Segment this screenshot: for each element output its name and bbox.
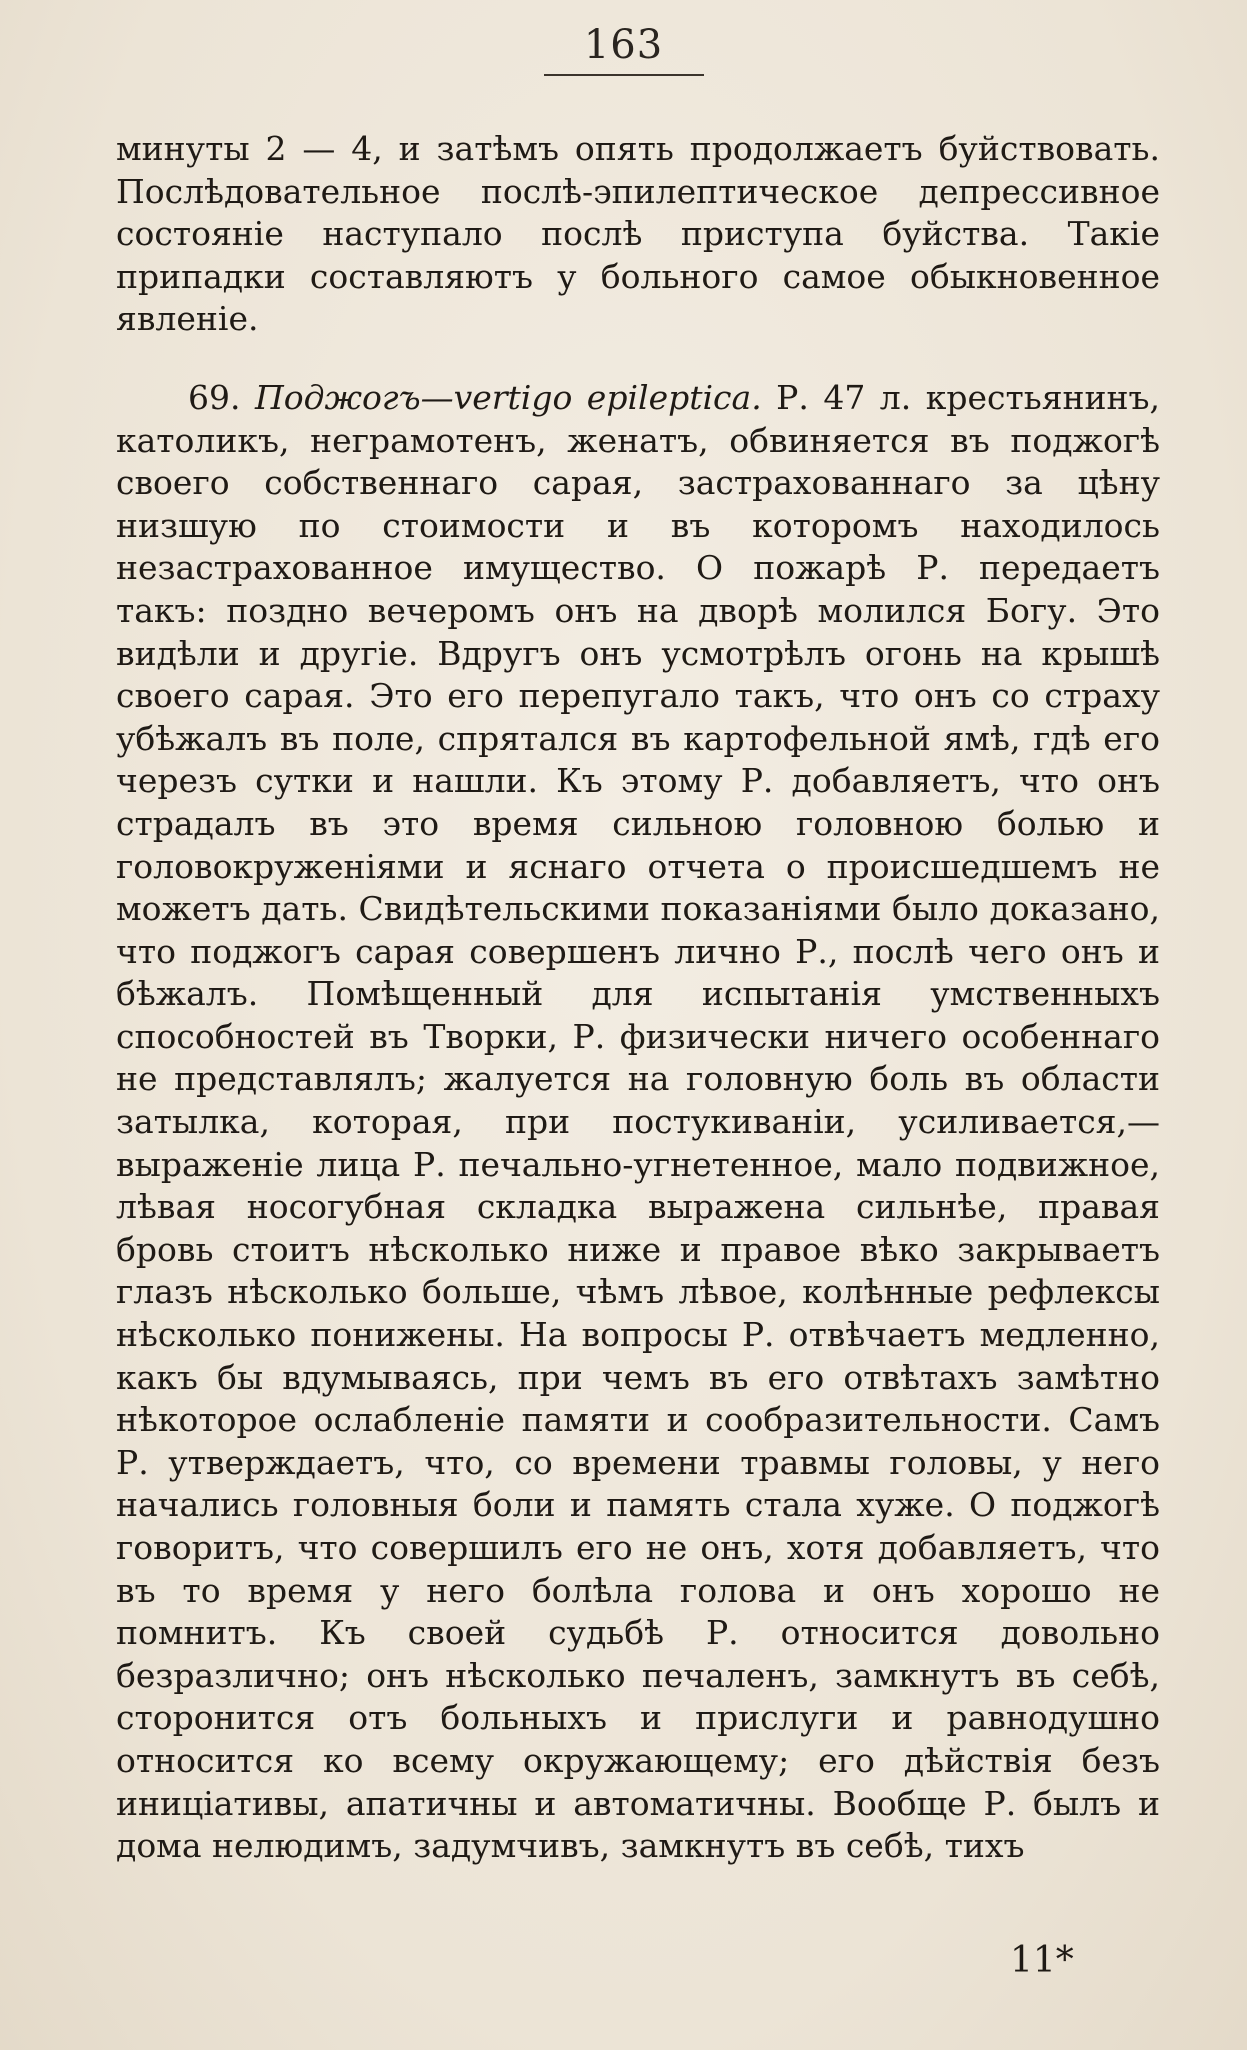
paragraph-continuation: минуты 2 — 4, и затѣмъ опять продолжаетъ буйствовать. Послѣдовательное послѣ-эпилептическое депрессивное состояніе наступало послѣ приступа буйства. Такіе припадки составляютъ у больного самое обыкновенное явленіе. <box>116 129 1160 339</box>
body-text <box>116 128 1160 1868</box>
page-number: 163 <box>583 22 664 68</box>
case-title: Поджогъ—vertigo epileptica. <box>254 377 762 417</box>
signature-mark: 11* <box>1010 1940 1074 1981</box>
case-number: 69. <box>188 377 241 417</box>
case-text: Р. 47 л. крестьянинъ, католикъ, неграмотенъ, женатъ, обвиняется въ поджогѣ своего собственнаго сарая, застрахованнаго за цѣну низшую по стоимости и въ которомъ находилось незастрахованное имущество. О пожарѣ Р. передаетъ такъ: поздно вечеромъ онъ на дворѣ молился Богу. Это видѣли и другіе. Вдругъ онъ усмотрѣлъ огонь на крышѣ своего сарая. Это его перепугало такъ, что онъ со страху убѣжалъ въ поле, спрятался въ картофельной ямѣ, гдѣ его черезъ сутки и нашли. Къ этому Р. добавляетъ, что онъ страдалъ въ это время сильною головною болью и головокруженіями и яснаго отчета о происшедшемъ не можетъ дать. Свидѣтельскими показаніями было доказано, что поджогъ сарая совершенъ лично Р., послѣ чего онъ и бѣжалъ. Помѣщенный для испытанія умственныхъ способностей въ Творки, Р. физически ничего особеннаго не представлялъ; жалуется на головную боль въ области затылка, которая, при постукиваніи, усиливается,—выраженіе лица Р. печально-угнетенное, мало подвижное, лѣвая носогубная складка выражена сильнѣе, правая бровь стоитъ нѣсколько ниже и правое вѣко закрываетъ глазъ нѣсколько больше, чѣмъ лѣвое, колѣнные рефлексы нѣсколько понижены. На вопросы Р. отвѣчаетъ медленно, какъ бы вдумываясь, при чемъ въ его отвѣтахъ замѣтно нѣкоторое ослабленіе памяти и сообразительности. Самъ Р. утверждаетъ, что, со времени травмы головы, у него начались головныя боли и память стала хуже. О поджогѣ говоритъ, что совершилъ его не онъ, хотя добавляетъ, что въ то время у него болѣла голова и онъ хорошо не помнитъ. Къ своей судьбѣ Р. относится довольно безразлично; онъ нѣсколько печаленъ, замкнутъ въ себѣ, сторонится отъ больныхъ и прислуги и равнодушно относится ко всему окружающему; его дѣйствія безъ иниціативы, апатичны и автоматичны. Вообще Р. былъ и дома нелюдимъ, задумчивъ, замкнутъ въ себѣ, тихъ <box>116 377 1160 1866</box>
header-rule <box>544 74 704 76</box>
case-69-paragraph <box>116 377 1160 1868</box>
